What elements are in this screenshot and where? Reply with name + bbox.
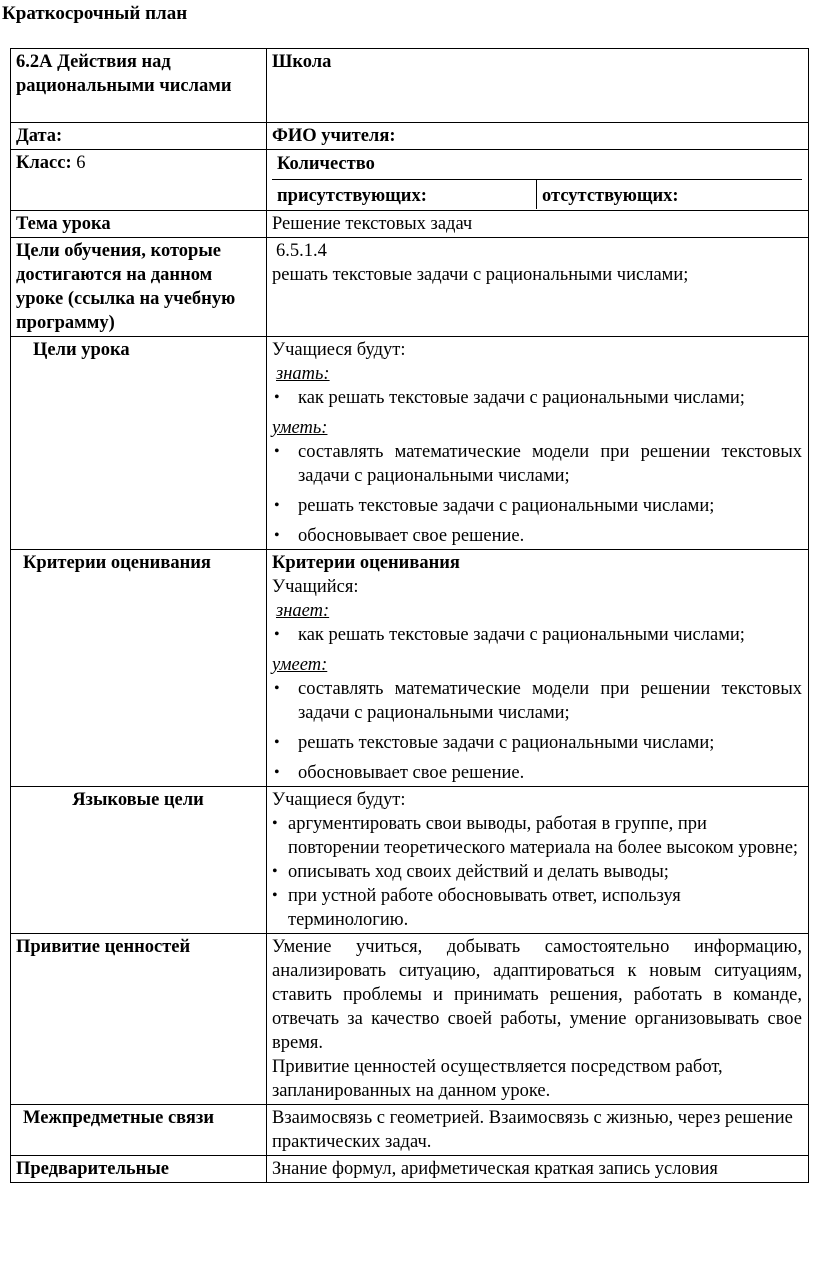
knows-list [272, 623, 802, 647]
row-lesson-goals [11, 337, 809, 550]
lesson-plan-table [10, 48, 809, 1183]
cross-value: Взаимосвязь с геометрией. Взаимосвязь с жизнью, через решение практических задач. [267, 1105, 809, 1156]
row-topic [11, 211, 809, 238]
list-item: • решать текстовые задачи с рациональными числами; [274, 733, 715, 753]
row-date [11, 123, 809, 150]
cross-label: Межпредметные связи [11, 1105, 267, 1156]
attendance-cell [267, 150, 809, 211]
criteria-intro: Учащийся: [272, 577, 359, 597]
values-paragraph-1: Умение учиться, добывать самостоятельно информацию, анализировать ситуацию, адаптироваться к новым ситуациям, ставить проблемы и принимать решения, работать в команде, отвечать за качество своей работы, умение организовывать свое время. [272, 937, 802, 1053]
present-label: присутствующих: [272, 180, 537, 209]
bullet-dot-icon: • [274, 389, 280, 406]
list-item: • составлять математические модели при решении текстовых задачи с рациональными числами; [274, 442, 802, 486]
values-paragraph-2: Привитие ценностей осуществляется посредством работ, запланированных на данном уроке. [272, 1057, 723, 1101]
bullet-dot-icon: • [272, 887, 278, 904]
knows-label: знает: [276, 601, 330, 621]
can-label-criteria: умеет: [272, 655, 328, 675]
list-item: • обосновывает свое решение. [274, 763, 525, 783]
know-list [272, 386, 802, 410]
criteria-label: Критерии оценивания [11, 550, 267, 787]
absent-label: отсутствующих: [542, 186, 679, 206]
language-intro: Учащиеся будут: [272, 790, 406, 810]
row-values [11, 934, 809, 1105]
bullet-dot-icon: • [274, 497, 280, 514]
unit-label: 6.2А Действия над рациональными числами [11, 49, 267, 123]
teacher-label: ФИО учителя: [267, 123, 809, 150]
criteria-cell [267, 550, 809, 787]
objectives-label: Цели обучения, которые достигаются на данном уроке (ссылка на учебную программу) [11, 238, 267, 337]
bullet-dot-icon: • [274, 680, 280, 697]
class-cell [11, 150, 267, 211]
language-cell [267, 787, 809, 934]
values-label: Привитие ценностей [11, 934, 267, 1105]
row-unit [11, 49, 809, 123]
list-item: • описывать ход своих действий и делать выводы; [272, 862, 669, 882]
can-list [272, 440, 802, 548]
list-item: • решать текстовые задачи с рациональными числами; [274, 496, 715, 516]
row-cross [11, 1105, 809, 1156]
class-value: 6 [76, 153, 86, 173]
list-item: • как решать текстовые задачи с рациональными числами; [274, 625, 745, 645]
prior-label: Предварительные [11, 1156, 267, 1183]
class-label: Класс: [16, 153, 72, 173]
lesson-goals-intro: Учащиеся будут: [272, 340, 406, 360]
row-language [11, 787, 809, 934]
can-list-criteria [272, 677, 802, 785]
list-item: • аргументировать свои выводы, работая в группе, при повторении теоретического материала на более высоком уровне; [272, 814, 799, 858]
language-label: Языковые цели [11, 787, 267, 934]
list-item: • составлять математические модели при решении текстовых задачи с рациональными числами; [274, 679, 802, 723]
row-objectives [11, 238, 809, 337]
bullet-dot-icon: • [274, 764, 280, 781]
row-class [11, 150, 809, 211]
objectives-code: 6.5.1.4 [276, 241, 327, 261]
bullet-dot-icon: • [274, 734, 280, 751]
objectives-text: решать текстовые задачи с рациональными числами; [272, 265, 689, 285]
prior-value: Знание формул, арифметическая краткая запись условия [267, 1156, 809, 1183]
language-list [272, 812, 802, 932]
school-label: Школа [267, 49, 809, 123]
row-prior [11, 1156, 809, 1183]
topic-value: Решение текстовых задач [267, 211, 809, 238]
list-item: • как решать текстовые задачи с рациональными числами; [274, 388, 745, 408]
know-label: знать: [276, 364, 330, 384]
objectives-cell [267, 238, 809, 337]
can-label: уметь: [272, 418, 328, 438]
bullet-dot-icon: • [274, 527, 280, 544]
date-label: Дата: [11, 123, 267, 150]
bullet-dot-icon: • [272, 863, 278, 880]
bullet-dot-icon: • [272, 815, 278, 832]
list-item: • обосновывает свое решение. [274, 526, 525, 546]
row-criteria [11, 550, 809, 787]
attendance-label: Количество [272, 151, 802, 180]
lesson-goals-cell [267, 337, 809, 550]
bullet-dot-icon: • [274, 626, 280, 643]
topic-label: Тема урока [11, 211, 267, 238]
bullet-dot-icon: • [274, 443, 280, 460]
criteria-heading: Критерии оценивания [272, 553, 460, 573]
list-item: • при устной работе обосновывать ответ, используя терминологию. [272, 886, 681, 930]
values-cell [267, 934, 809, 1105]
document-title: Краткосрочный план [2, 3, 188, 24]
lesson-goals-label: Цели урока [11, 337, 267, 550]
